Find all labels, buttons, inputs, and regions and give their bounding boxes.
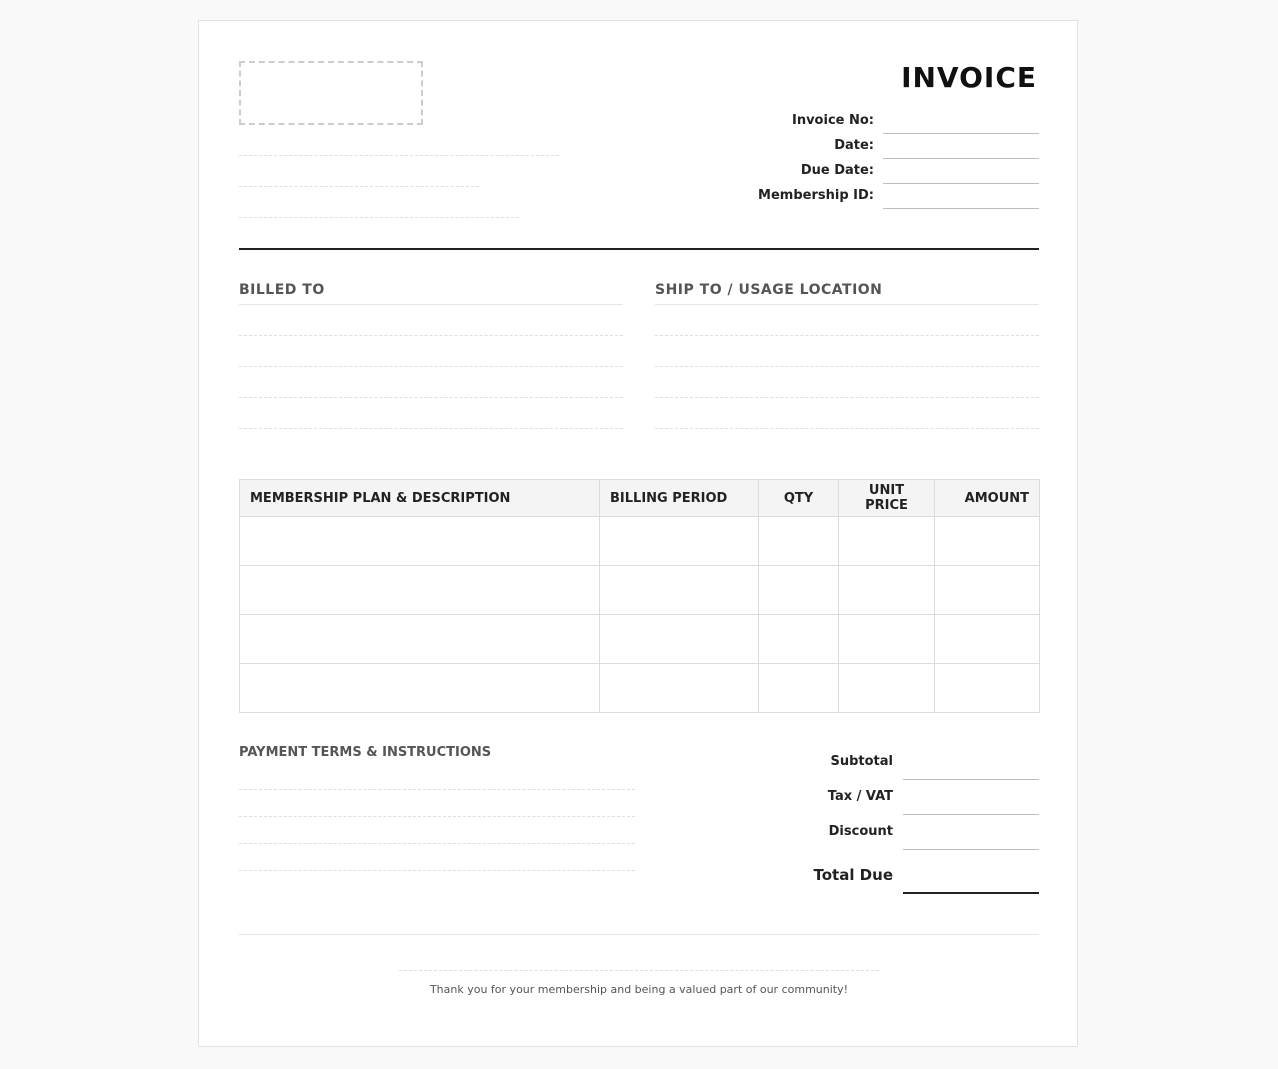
total-due-field[interactable]	[903, 892, 1039, 894]
table-cell[interactable]	[839, 517, 935, 566]
tax-field[interactable]	[903, 814, 1039, 815]
membership-id-field[interactable]	[883, 208, 1039, 209]
logo-placeholder[interactable]	[239, 61, 423, 125]
due-date-label: Due Date:	[800, 163, 874, 178]
payment-terms-line-3[interactable]	[239, 843, 635, 844]
table-cell[interactable]	[759, 664, 839, 713]
table-cell[interactable]	[935, 664, 1040, 713]
col-header-billing-period: BILLING PERIOD	[600, 480, 759, 517]
billed-to-underline	[239, 304, 623, 305]
ship-to-line-1[interactable]	[655, 335, 1039, 336]
signature-line[interactable]	[399, 970, 879, 971]
table-cell[interactable]	[600, 566, 759, 615]
table-cell[interactable]	[759, 517, 839, 566]
tax-label: Tax / VAT	[827, 789, 893, 804]
table-cell[interactable]	[935, 615, 1040, 664]
due-date-field[interactable]	[883, 183, 1039, 184]
table-cell[interactable]	[600, 615, 759, 664]
col-header-plan: MEMBERSHIP PLAN & DESCRIPTION	[240, 480, 600, 517]
subtotal-field[interactable]	[903, 779, 1039, 780]
table-cell[interactable]	[240, 566, 600, 615]
table-cell[interactable]	[240, 517, 600, 566]
discount-field[interactable]	[903, 849, 1039, 850]
table-cell[interactable]	[839, 566, 935, 615]
payment-terms-heading: PAYMENT TERMS & INSTRUCTIONS	[239, 745, 492, 760]
invoice-title: INVOICE	[901, 61, 1037, 94]
ship-to-line-2[interactable]	[655, 366, 1039, 367]
col-header-qty: QTY	[759, 480, 839, 517]
table-row	[240, 615, 1040, 664]
invoice-page	[198, 20, 1078, 1047]
table-cell[interactable]	[935, 566, 1040, 615]
ship-to-underline	[655, 304, 1039, 305]
col-header-unit-price: UNIT PRICE	[839, 480, 935, 517]
col-header-amount: AMOUNT	[935, 480, 1040, 517]
payment-terms-line-2[interactable]	[239, 816, 635, 817]
table-cell[interactable]	[759, 566, 839, 615]
billed-to-line-3[interactable]	[239, 397, 623, 398]
table-cell[interactable]	[759, 615, 839, 664]
company-line-2[interactable]	[239, 186, 479, 187]
date-field[interactable]	[883, 158, 1039, 159]
membership-id-label: Membership ID:	[758, 188, 874, 203]
table-cell[interactable]	[839, 615, 935, 664]
date-label: Date:	[834, 138, 874, 153]
table-cell[interactable]	[839, 664, 935, 713]
invoice-no-label: Invoice No:	[791, 113, 874, 128]
footer-divider	[239, 934, 1039, 935]
payment-terms-line-4[interactable]	[239, 870, 635, 871]
table-row	[240, 517, 1040, 566]
subtotal-label: Subtotal	[830, 754, 893, 769]
table-cell[interactable]	[240, 615, 600, 664]
table-row	[240, 664, 1040, 713]
table-cell[interactable]	[600, 517, 759, 566]
company-line-1[interactable]	[239, 155, 559, 156]
total-due-label: Total Due	[813, 866, 893, 884]
table-cell[interactable]	[240, 664, 600, 713]
table-header-row	[240, 480, 1040, 517]
billed-to-line-4[interactable]	[239, 428, 623, 429]
footer-message: Thank you for your membership and being a valued part of our community!	[429, 983, 849, 996]
invoice-no-field[interactable]	[883, 133, 1039, 134]
ship-to-heading: SHIP TO / USAGE LOCATION	[655, 282, 883, 298]
table-row	[240, 566, 1040, 615]
billed-to-line-1[interactable]	[239, 335, 623, 336]
payment-terms-line-1[interactable]	[239, 789, 635, 790]
ship-to-line-3[interactable]	[655, 397, 1039, 398]
header-divider	[239, 248, 1039, 250]
table-cell[interactable]	[600, 664, 759, 713]
ship-to-line-4[interactable]	[655, 428, 1039, 429]
discount-label: Discount	[828, 824, 893, 839]
line-items-table	[239, 479, 1040, 713]
billed-to-heading: BILLED TO	[239, 282, 325, 298]
billed-to-line-2[interactable]	[239, 366, 623, 367]
table-cell[interactable]	[935, 517, 1040, 566]
company-line-3[interactable]	[239, 217, 519, 218]
